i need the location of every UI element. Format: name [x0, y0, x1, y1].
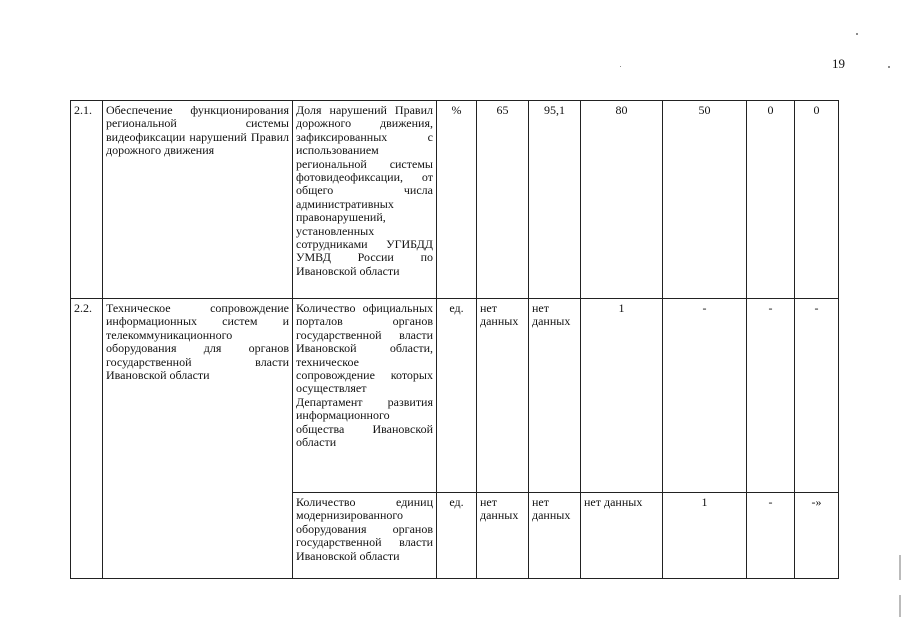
value-cell: 95,1	[529, 101, 581, 299]
value-cell: -	[747, 299, 795, 493]
value-cell: 1	[663, 493, 747, 579]
scan-speck	[620, 66, 621, 67]
unit-cell: ед.	[437, 493, 477, 579]
value-cell: 1	[581, 299, 663, 493]
indicator-cell: Количество официальных порталов органов государственной власти Ивановской области, техническое сопровождение которых осуществляет Департамент развития информационного общества Ивановской области	[293, 299, 437, 493]
indicator-cell: Количество единиц модернизированного оборудования органов государственной власти Ивановской области	[293, 493, 437, 579]
value-cell: -	[795, 299, 839, 493]
scan-edge-mark	[899, 555, 901, 580]
scan-speck	[888, 66, 890, 68]
value-cell: 0	[747, 101, 795, 299]
table-row	[71, 299, 839, 493]
value-cell: нет данных	[477, 493, 529, 579]
value-cell: нет данных	[529, 299, 581, 493]
row-number: 2.2.	[71, 299, 103, 579]
row-number: 2.1.	[71, 101, 103, 299]
page-number: 19	[832, 56, 845, 71]
activity-cell: Техническое сопровождение информационных систем и телекоммуникационного оборудования для органов государственной власти Ивановской области	[103, 299, 293, 579]
value-cell: -	[663, 299, 747, 493]
value-cell: 50	[663, 101, 747, 299]
scan-edge-mark	[899, 595, 901, 617]
activity-cell: Обеспечение функционирования региональной системы видеофиксации нарушений Правил дорожного движения	[103, 101, 293, 299]
indicator-cell: Доля нарушений Правил дорожного движения, зафиксированных с использованием региональной системы фотовидеофиксации, от общего числа административных правонарушений, установленных сотрудниками УГИБДД УМВД России по Ивановской области	[293, 101, 437, 299]
value-cell: 0	[795, 101, 839, 299]
unit-cell: %	[437, 101, 477, 299]
value-cell: -	[747, 493, 795, 579]
table-row	[71, 101, 839, 299]
value-cell: нет данных	[581, 493, 663, 579]
value-cell: 65	[477, 101, 529, 299]
scan-speck	[856, 33, 858, 35]
value-cell: нет данных	[529, 493, 581, 579]
unit-cell: ед.	[437, 299, 477, 493]
indicators-table	[70, 100, 839, 579]
value-cell: нет данных	[477, 299, 529, 493]
value-cell: 80	[581, 101, 663, 299]
value-cell: -»	[795, 493, 839, 579]
